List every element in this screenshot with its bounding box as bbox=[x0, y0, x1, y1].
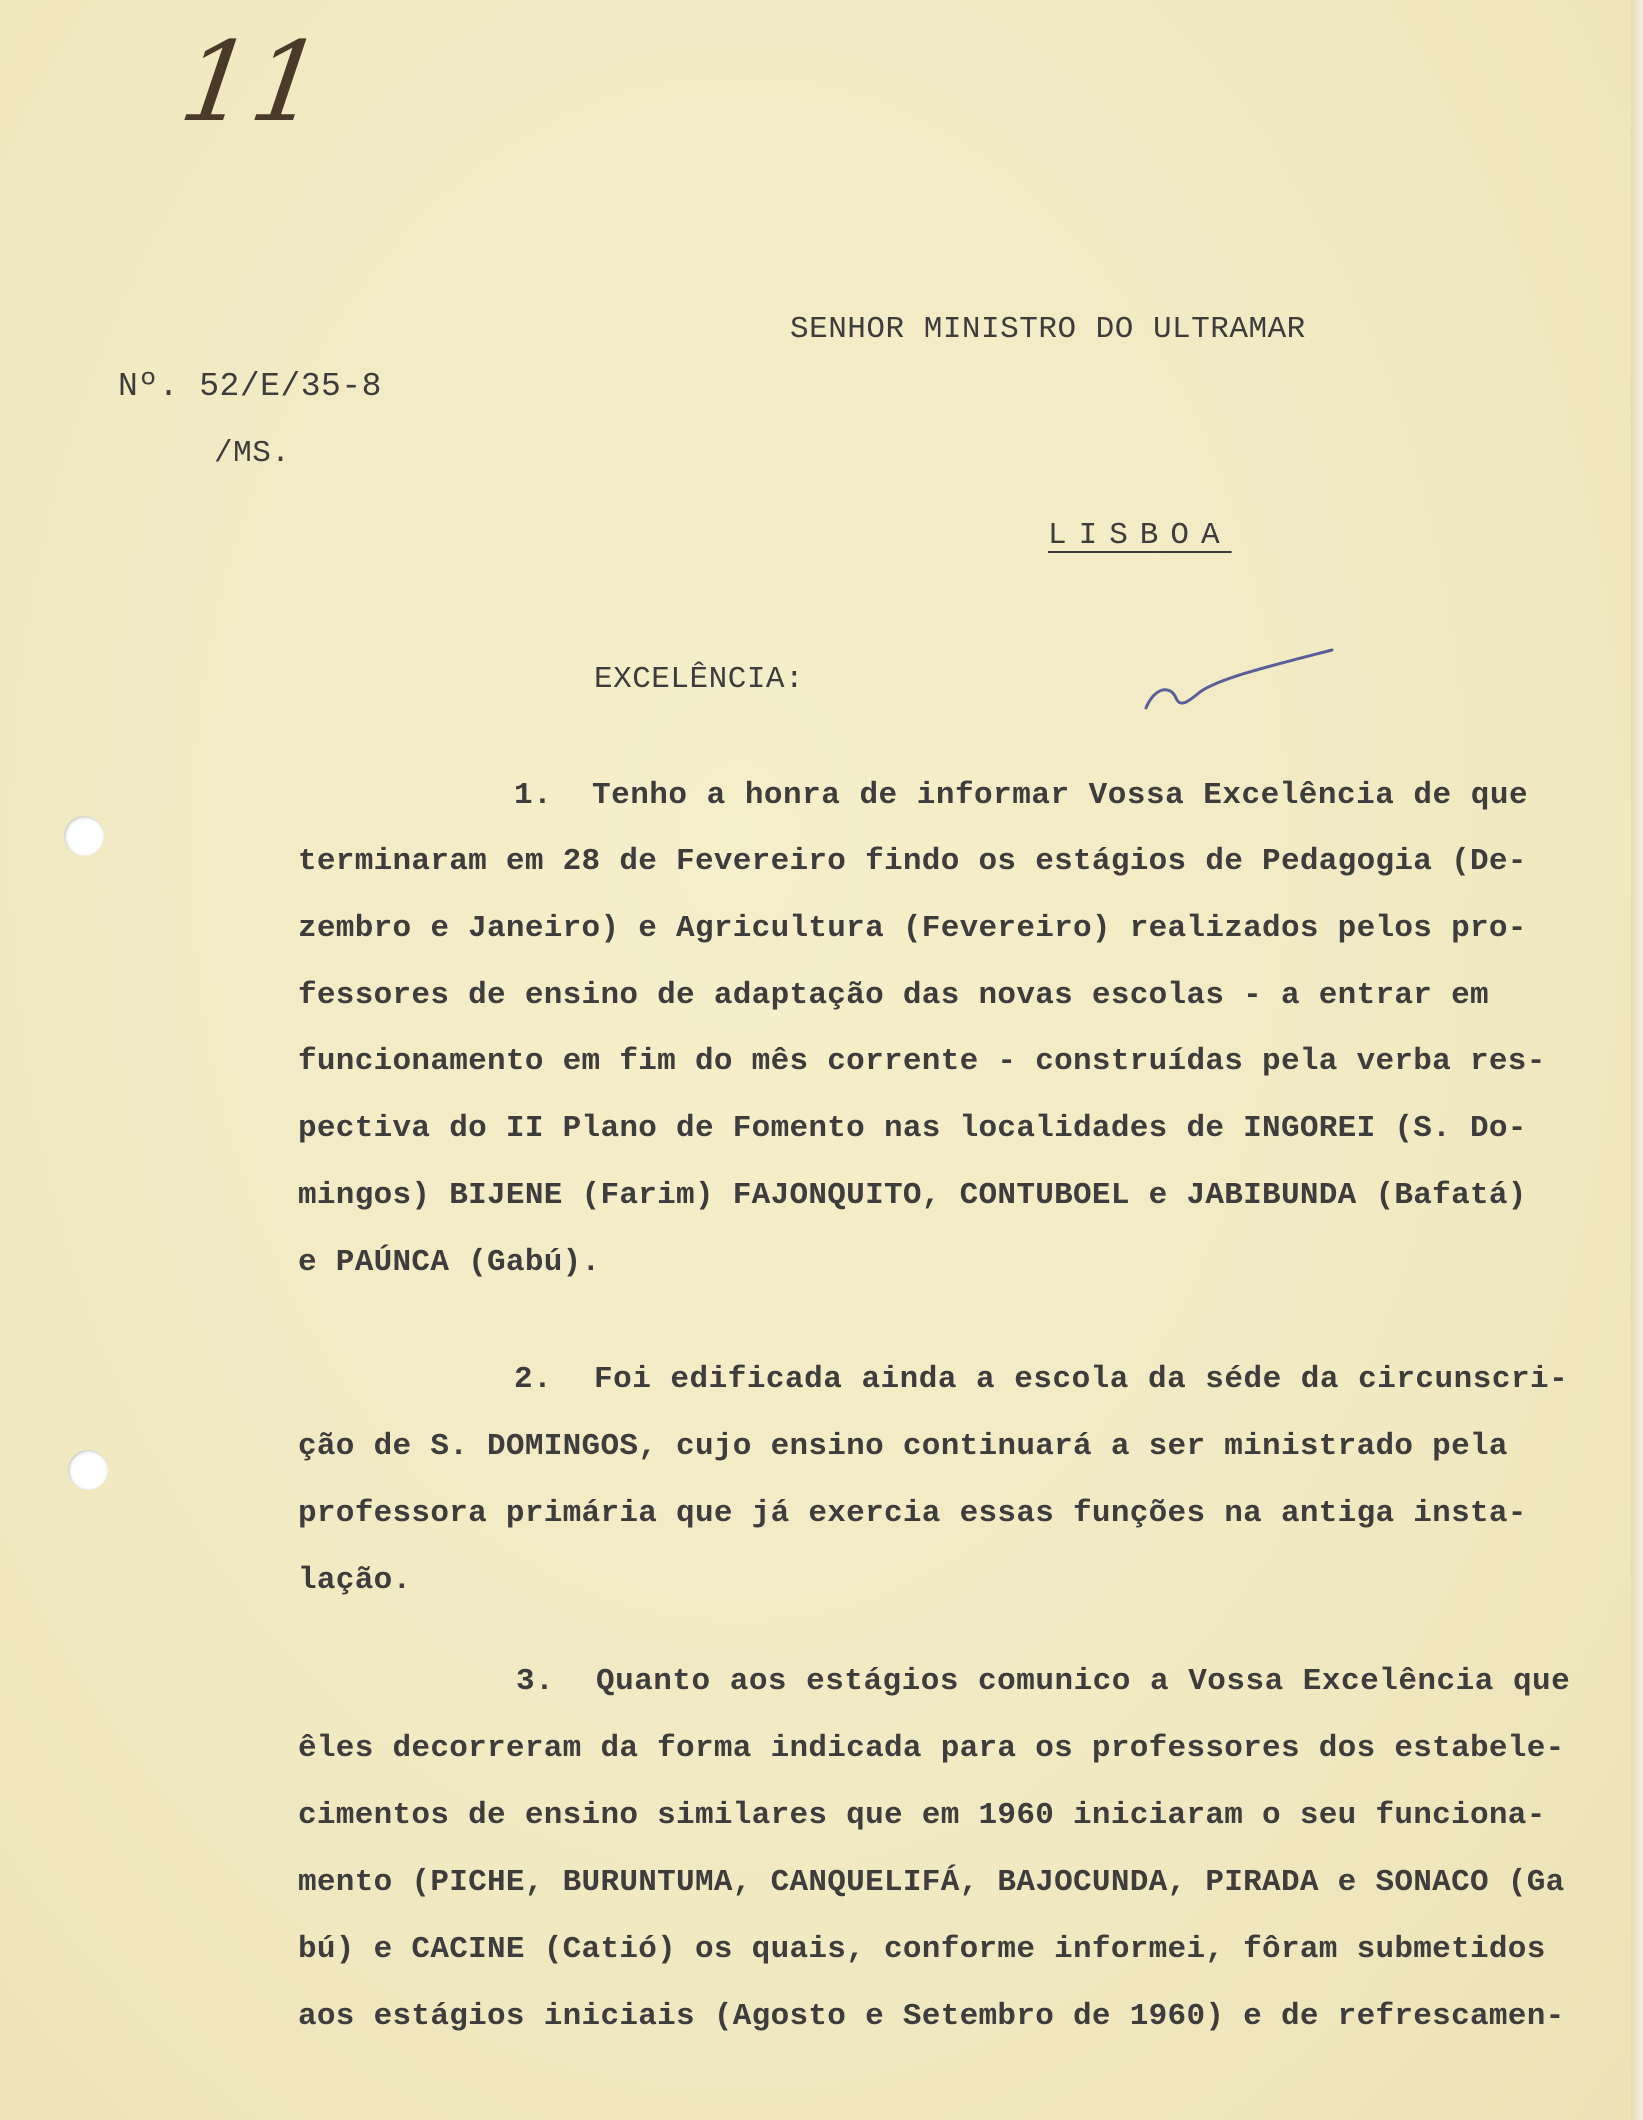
paragraph-2-line: lação. bbox=[298, 1563, 412, 1598]
paragraph-2-number: 2. bbox=[514, 1362, 553, 1397]
paragraph-3-line: êles decorreram da forma indicada para os professores dos estabele- bbox=[298, 1731, 1565, 1766]
paragraph-1-line: pectiva do II Plano de Fomento nas localidades de INGOREI (S. Do- bbox=[298, 1111, 1527, 1146]
paragraph-1-line: mingos) BIJENE (Farim) FAJONQUITO, CONTUBOEL e JABIBUNDA (Bafatá) bbox=[298, 1178, 1527, 1213]
paragraph-1-line: fessores de ensino de adaptação das novas escolas - a entrar em bbox=[298, 978, 1489, 1013]
page-edge bbox=[1631, 0, 1643, 2120]
paragraph-3-line: cimentos de ensino similares que em 1960 iniciaram o seu funciona- bbox=[298, 1798, 1546, 1833]
paragraph-1-line: e PAÚNCA (Gabú). bbox=[298, 1245, 601, 1280]
paragraph-1-line: terminaram em 28 de Fevereiro findo os estágios de Pedagogia (De- bbox=[298, 844, 1527, 879]
salutation: EXCELÊNCIA: bbox=[594, 662, 805, 697]
paragraph-2-line: ção de S. DOMINGOS, cujo ensino continuará a ser ministrado pela bbox=[298, 1429, 1508, 1464]
signature-flourish bbox=[1140, 640, 1340, 720]
folio-mark: 11 bbox=[173, 18, 331, 146]
paragraph-3-line: mento (PICHE, BURUNTUMA, CANQUELIFÁ, BAJOCUNDA, PIRADA e SONACO (Ga bbox=[298, 1865, 1565, 1900]
paragraph-2-line: professora primária que já exercia essas funções na antiga insta- bbox=[298, 1496, 1527, 1531]
paragraph-2-first-line: Foi edificada ainda a escola da séde da circunscri- bbox=[594, 1362, 1569, 1397]
paragraph-3-number: 3. bbox=[516, 1664, 555, 1699]
punch-hole-bottom bbox=[68, 1450, 108, 1490]
paragraph-3-line: bú) e CACINE (Catió) os quais, conforme informei, fôram submetidos bbox=[298, 1932, 1546, 1967]
paragraph-1-line: zembro e Janeiro) e Agricultura (Fevereiro) realizados pelos pro- bbox=[298, 911, 1527, 946]
paragraph-1-number: 1. bbox=[514, 778, 553, 813]
reference-number: Nº. 52/E/35-8 bbox=[118, 368, 382, 405]
reference-suffix: /MS. bbox=[214, 436, 291, 471]
paragraph-3-line: aos estágios iniciais (Agosto e Setembro de 1960) e de refrescamen- bbox=[298, 1999, 1565, 2034]
paragraph-1-first-line: Tenho a honra de informar Vossa Excelência de que bbox=[592, 778, 1529, 813]
paragraph-3-first-line: Quanto aos estágios comunico a Vossa Excelência que bbox=[596, 1664, 1571, 1699]
paragraph-1-line: funcionamento em fim do mês corrente - construídas pela verba res- bbox=[298, 1044, 1546, 1079]
addressee: SENHOR MINISTRO DO ULTRAMAR bbox=[790, 312, 1306, 347]
punch-hole-top bbox=[64, 816, 104, 856]
city: LISBOA bbox=[1048, 518, 1232, 553]
